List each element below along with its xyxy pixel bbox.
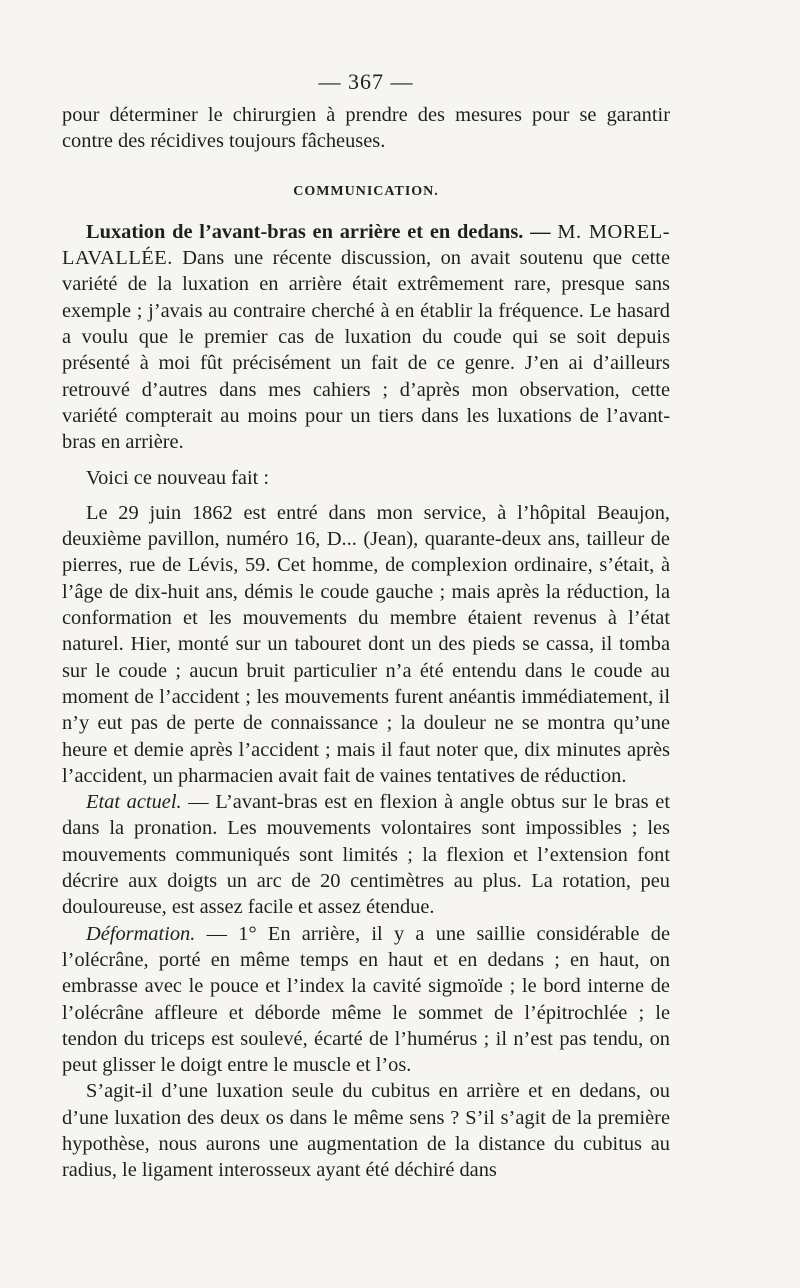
document-page [62,68,670,1184]
paragraph-gap [62,491,670,500]
paragraph-4-label: Etat actuel. [86,791,182,814]
title-dash: — [523,220,558,243]
article-paragraph-4 [62,789,670,920]
article-paragraph-5 [62,921,670,1079]
paragraph-5-rest: — 1° En arrière, il y a une saillie considérable de l’olécrâne, porté en même temps en haut et en dedans ; en haut, on embrasse avec le pouce et l’index la cavité sigmoïde ; le bord interne de l’olécrâne affleure et déborde même le sommet de l’épitrochlée ; le tendon du triceps est soulevé, écarté de l’humérus ; il n’est pas tendu, on peut glisser le doigt entre le muscle et l’os. [62,922,670,1077]
article-title: Luxation de l’avant-bras en arrière et en dedans. [86,220,524,243]
page-number: — 367 — [318,69,414,94]
article-paragraph-6: S’agit-il d’une luxation seule du cubitus en arrière et en dedans, ou d’une luxation des deux os dans le même sens ? S’il s’agit de la première hypothèse, nous aurons une augmentation de la distance du cubitus au radius, le ligament interosseux ayant été déchiré dans [62,1080,670,1182]
author-name: M. MOREL-LAVALLÉE. [62,220,670,270]
article-paragraph-1 [62,219,670,456]
article-paragraph-3: Le 29 juin 1862 est entré dans mon service, à l’hôpital Beaujon, deuxième pavillon, numéro 16, D... (Jean), quarante-deux ans, tailleur de pierres, rue de Lévis, 59. Cet homme, de complexion ordinaire, s’était, à l’âge de dix-huit ans, démis le coude gauche ; mais après la réduction, la conformation et les mouvements du membre étaient revenus à l’état naturel. Hier, monté sur un tabouret dont un des pieds se cassa, il tomba sur le coude ; aucun bruit particulier n’a été entendu dans le coude au moment de l’accident ; les mouvements furent anéantis immédiatement, il n’y eut pas de perte de connaissance ; la douleur ne se montra qu’une heure et demie après l’accident ; mais il faut noter que, dix minutes après l’accident, un pharmacien avait fait de vaines tentatives de réduction. [62,501,670,787]
paragraph-gap [62,456,670,465]
body-text [62,102,670,1184]
paragraph-4-rest: — L’avant-bras est en flexion à angle obtus sur le bras et dans la pronation. Les mouvements volontaires sont impossibles ; les mouvements communiqués sont limités ; la flexion et l’extension font décrire aux doigts un arc de 20 centimètres au plus. La rotation, peu douloureuse, est assez facile et assez étendue. [62,791,671,919]
intro-paragraph: pour déterminer le chirurgien à prendre des mesures pour se garantir contre des récidives toujours fâcheuses. [62,104,670,153]
article-paragraph-2: Voici ce nouveau fait : [86,466,270,489]
section-heading: COMMUNICATION. [293,183,439,199]
article-paragraph-1-rest: Dans une récente discussion, on avait soutenu que cette variété de la luxation en arrière était extrêmement rare, presque sans exemple ; j’avais au contraire cherché à en établir la fréquence. Le hasard a voulu que le premier cas de luxation du coude qui se soit depuis présenté à moi fût précisément un fait de ce genre. J’en ai d’ailleurs retrouvé d’autres dans mes cahiers ; d’après mon observation, cette variété compterait au moins pour un tiers dans les luxations de l’avant-bras en arrière. [62,247,670,454]
paragraph-5-label: Déformation. [86,922,196,945]
